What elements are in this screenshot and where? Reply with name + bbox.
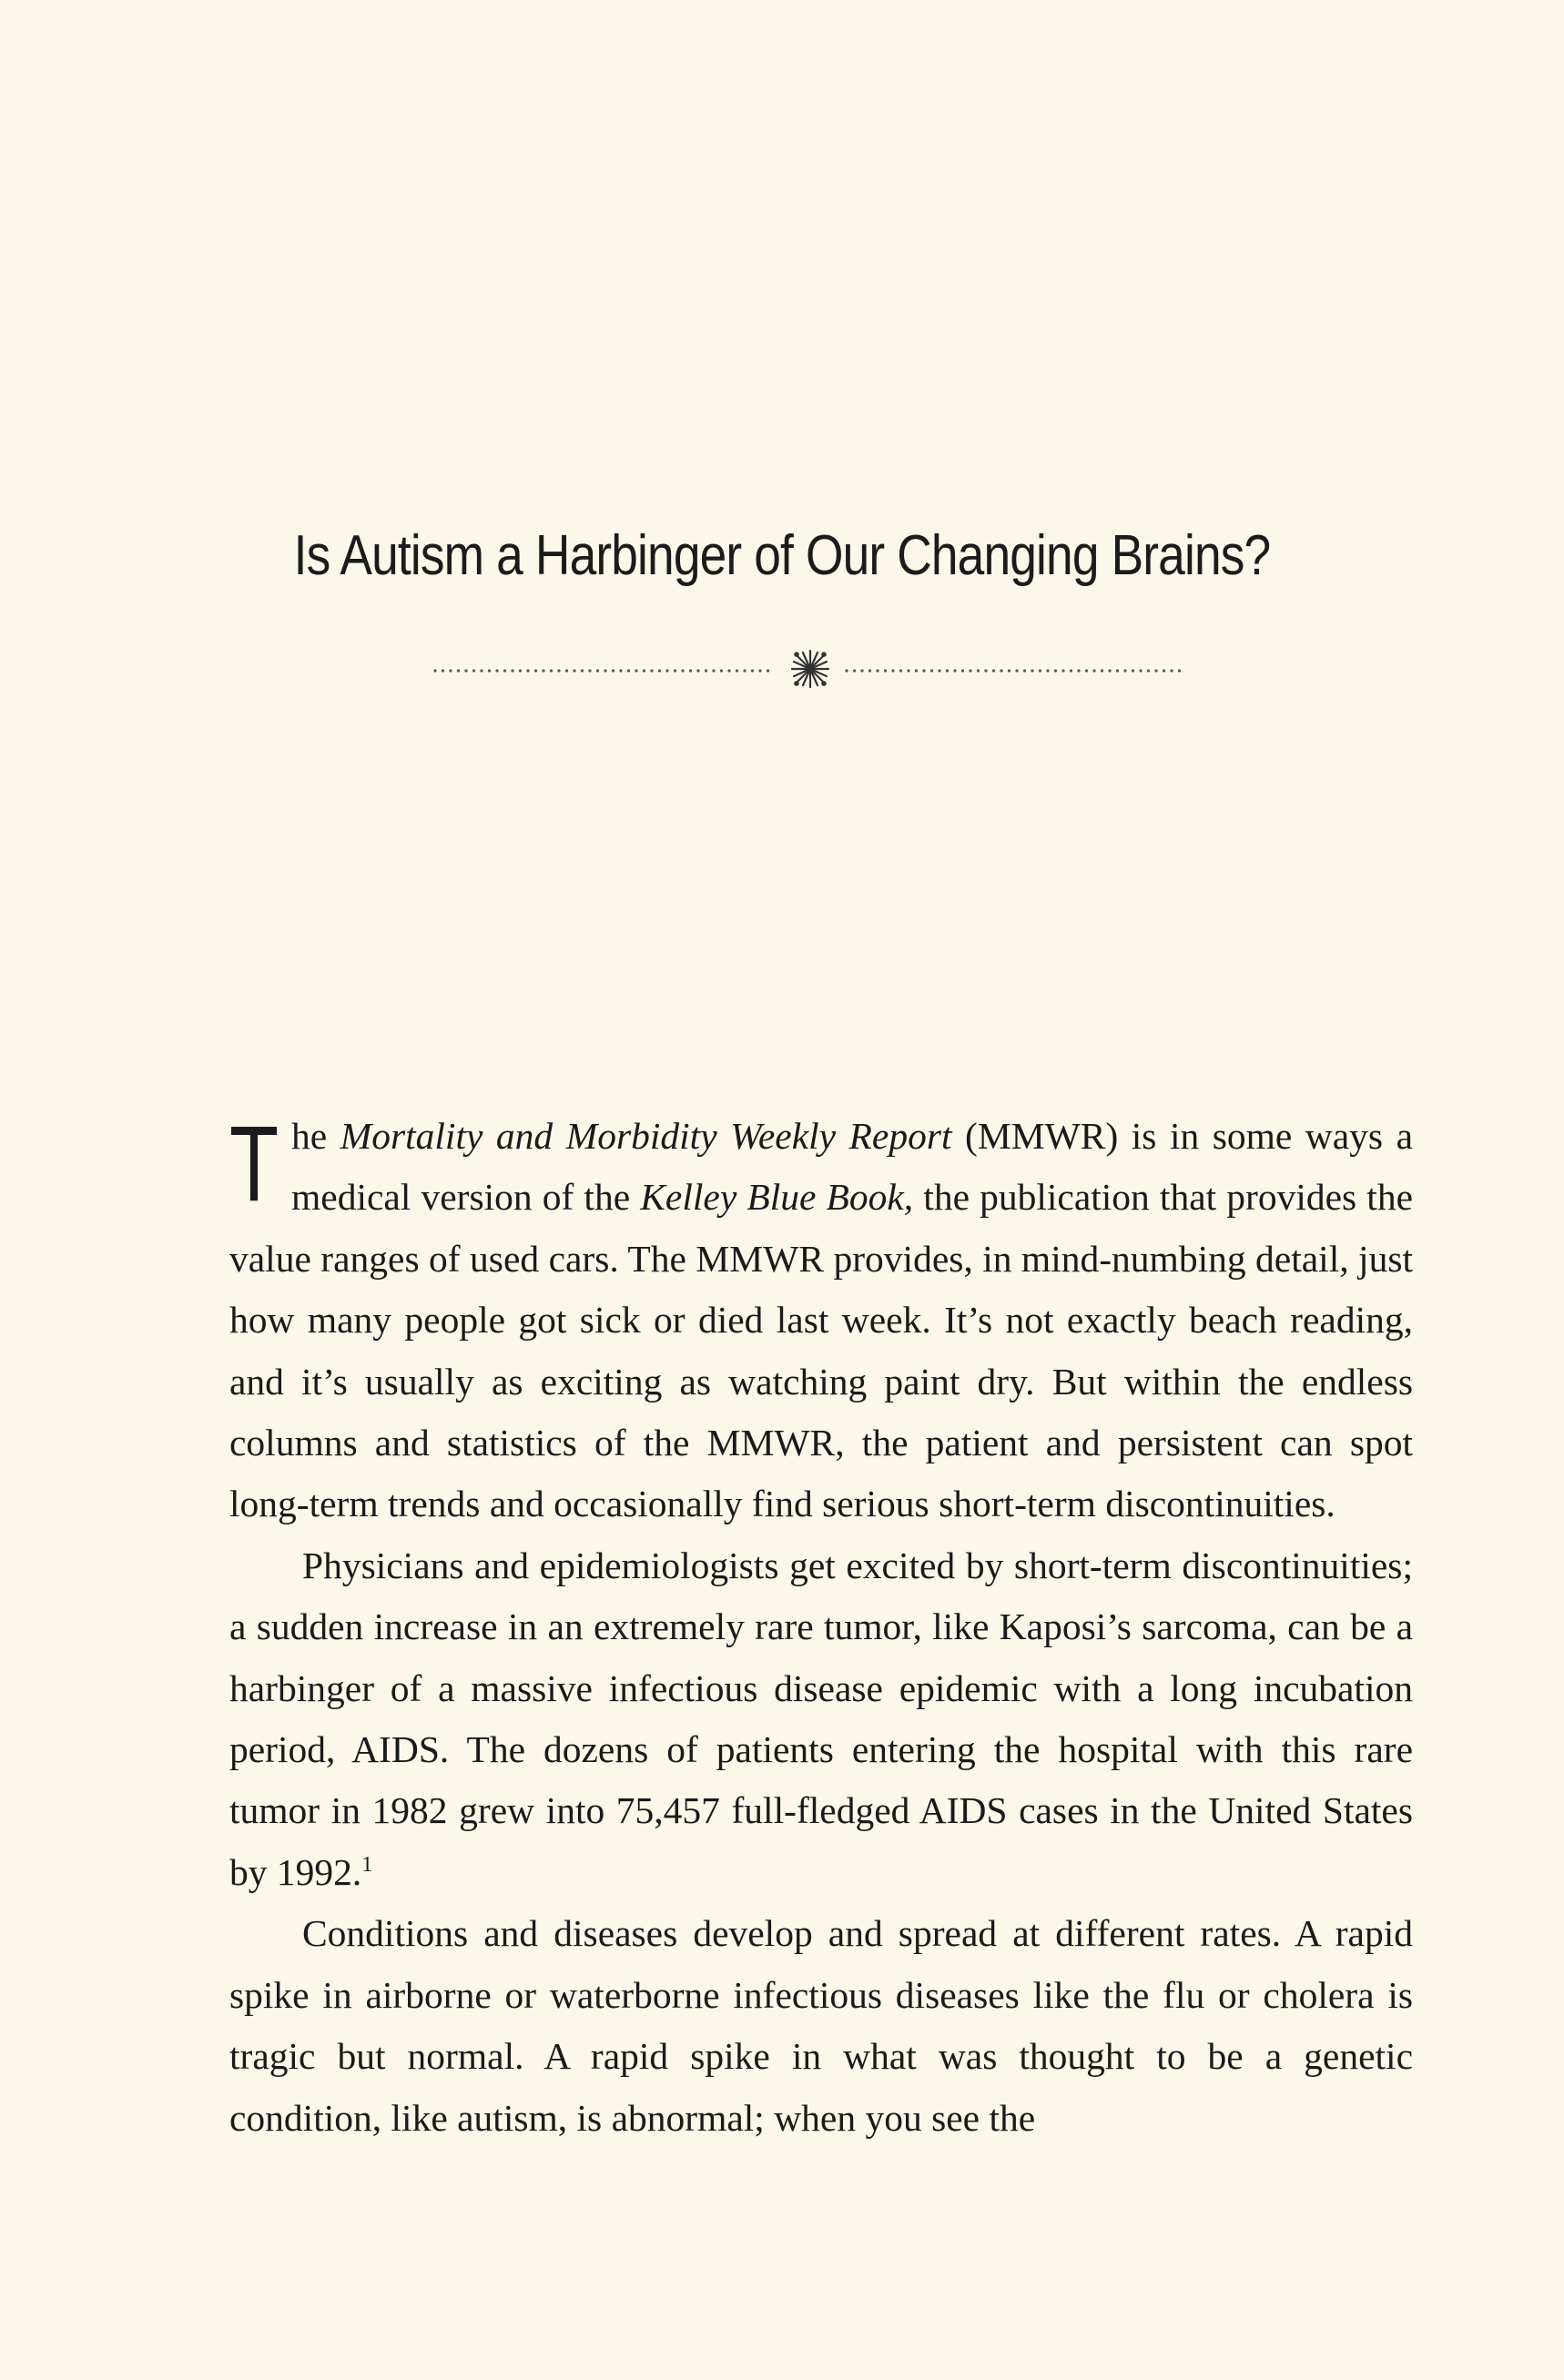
italic-title-mmwr: Mortality and Morbidity Weekly Report bbox=[340, 1115, 952, 1157]
text-run: (MMWR) is in some ways a medical version of the bbox=[291, 1115, 1413, 1219]
asterisk-star-icon bbox=[428, 642, 1193, 696]
paragraph-2 bbox=[229, 1535, 1413, 1903]
text-run: he bbox=[291, 1115, 340, 1157]
body-text bbox=[229, 1106, 1413, 2149]
italic-title-kelley: Kelley Blue Book, bbox=[640, 1176, 914, 1219]
text-run: the publication that provides the value ranges of used cars. The MMWR provides, in mind-numbing detail, just how many people got sick or died last week. It’s not exactly beach reading, and it’s usually as exciting as watching paint dry. But within the endless columns and statistics of the MMWR, the patient and persistent can spot long-term trends and occasionally find serious short-term discontinuities. bbox=[229, 1176, 1413, 1525]
text-run: Conditions and diseases develop and spread at different rates. A rapid spike in airborne or waterborne infectious diseases like the flu or cholera is tragic but normal. A rapid spike in what was thought to be a genetic condition, like autism, is abnormal; when you see the bbox=[229, 1912, 1413, 2139]
text-run: Physicians and epidemiologists get excited by short-term discontinuities; a sudden increase in an extremely rare tumor, like Kaposi’s sarcoma, can be a harbinger of a massive infectious disease epidemic with a long incubation period, AIDS. The dozens of patients entering the hospital with this rare tumor in 1982 grew into 75,457 full-fledged AIDS cases in the United States by 1992. bbox=[229, 1544, 1413, 1893]
chapter-title: Is Autism a Harbinger of Our Changing Brains? bbox=[293, 524, 1271, 587]
paragraph-1 bbox=[229, 1106, 1413, 1535]
paragraph-3 bbox=[229, 1903, 1413, 2149]
footnote-reference[interactable]: 1 bbox=[361, 1853, 373, 1878]
drop-cap: T bbox=[229, 1104, 279, 1224]
